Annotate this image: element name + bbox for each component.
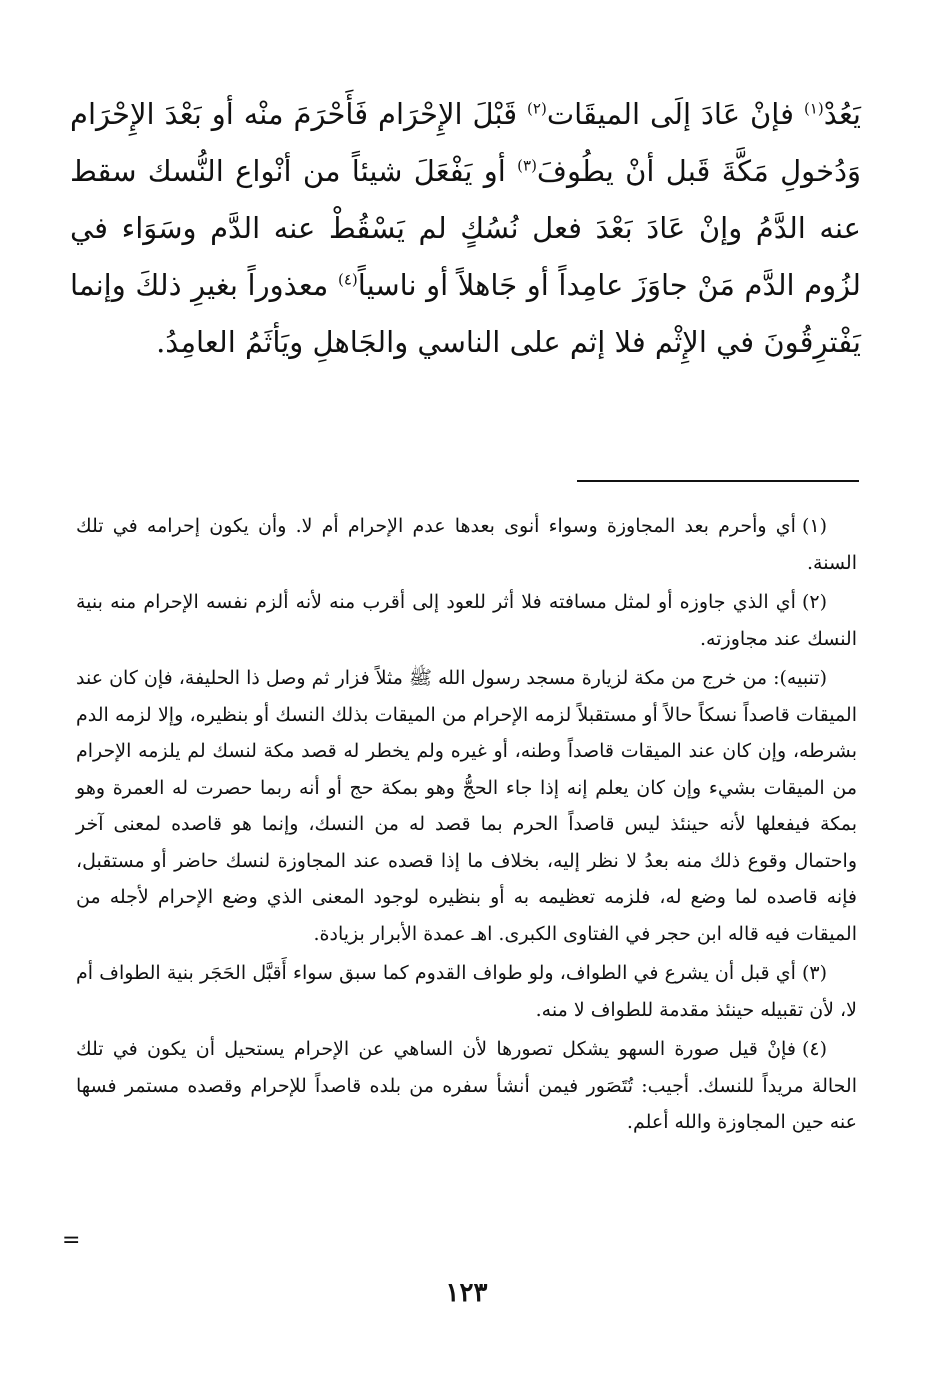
- footnote-text: فإنْ قيل صورة السهو يشكل تصورها لأن الساهي عن الإحرام يستحيل أن يكون في تلك الحالة مريداً للنسك. أجيب: تُتَصَور فيمن أنشأ سفره من بلده قاصداً للإحرام وقصده مستمر فسها عنه حين المجاوزة والله أعلم.: [76, 1038, 857, 1133]
- main-text-segment: فإنْ عَادَ إلَى الميقَات: [546, 97, 804, 131]
- footnotes-block: [76, 508, 857, 1144]
- main-paragraph: [70, 86, 861, 371]
- continuation-mark: =: [62, 1228, 81, 1253]
- footnote-number: (١): [801, 515, 827, 537]
- tanbih-note: [76, 660, 857, 952]
- footnote-number: (٢): [801, 591, 827, 613]
- footnote-2: [76, 584, 857, 657]
- page-number: ١٢٣: [445, 1278, 488, 1308]
- footnote-1: [76, 508, 857, 581]
- footnote-divider: [577, 480, 859, 482]
- tanbih-text: من خرج من مكة لزيارة مسجد رسول الله ﷺ مثلاً فزار ثم وصل ذا الحليفة، فإن كان عند الميقات قاصداً نسكاً حالاً أو مستقبلاً لزمه الإحرام من الميقات بذلك النسك أو بنظيره، وإلا لزمه الدم بشرطه، وإن كان عند الميقات قاصداً وطنه، أو غيره ولم يخطر له قصد مكة لنسك لم يلزمه الإحرام من الميقات بشيء وإن كان يعلم إنه إذا جاء الحجُّ وهو بمكة حج أو أنه ربما حصرت له العمرة وهو بمكة فيفعلها لأنه حينئذ ليس قاصداً الحرم بما قصد له من النسك، وإنما هو قاصده لمعنى آخر واحتمال وقوع ذلك منه بعدُ لا نظر إليه، بخلاف ما إذا قصده عند المجاوزة لنسك حاضر أو مستقبل، فإنه قاصده لما وضع له، فلزمه تعظيمه به أو بنظيره لوجود المعنى الذي وضع الإحرام لأجله من الميقات فيه قاله ابن حجر في الفتاوى الكبرى. اهـ عمدة الأبرار بزيادة.: [76, 667, 857, 945]
- footnote-ref-1[interactable]: (١): [803, 99, 824, 118]
- footnote-ref-3[interactable]: (٣): [517, 156, 537, 175]
- footnote-ref-2[interactable]: (٢): [527, 99, 547, 118]
- main-text-segment: معذوراً بغيرِ ذلكَ وإنما يَفْترِقُونَ في الإِثْم فلا إثم على الناسي والجَاهلِ ويَأثَمُ العامِدُ.: [70, 268, 861, 359]
- footnote-text: أي وأحرم بعد المجاوزة وسواء أنوى بعدها عدم الإحرام أم لا. وأن يكون إحرامه في تلك السنة.: [76, 515, 857, 574]
- footnote-ref-4[interactable]: (٤): [337, 270, 358, 289]
- footnote-text: أي الذي جاوزه أو لمثل مسافته فلا أثر للعود إلى أقرب منه لأنه ألزم نفسه الإحرام منه بنية النسك عند مجاوزته.: [76, 591, 857, 650]
- main-text-segment: قَبْلَ الإِحْرَام فَأَحْرَمَ منْه أو بَعْدَ الإِحْرَام وَدُخولِ مَكَّةَ قَبل أنْ يطُوفَ: [70, 97, 862, 188]
- main-text-block: [70, 86, 861, 371]
- footnote-3: [76, 955, 857, 1028]
- main-text-segment: أو يَفْعَلَ شيئاً من أنْواع النُّسك سقط عنه الدَّمُ وإنْ عَادَ بَعْدَ فعل نُسُكٍ لم يَسْقُطْ عنه الدَّم وسَوَاء في لزُوم الدَّم مَنْ جاوَزَ عامِداً أو جَاهلاً أو ناسياً: [70, 154, 861, 302]
- footnote-text: أي قبل أن يشرع في الطواف، ولو طواف القدوم كما سبق سواء أَقبَّل الحَجَر بنية الطواف أم لا، لأن تقبيله حينئذ مقدمة للطواف لا منه.: [76, 962, 857, 1021]
- footnote-4: [76, 1031, 857, 1141]
- footnote-number: (٣): [801, 962, 827, 984]
- tanbih-label: (تنبيه):: [773, 667, 827, 689]
- main-text-segment: يَعُدْ: [823, 97, 862, 131]
- footnote-number: (٤): [801, 1038, 827, 1060]
